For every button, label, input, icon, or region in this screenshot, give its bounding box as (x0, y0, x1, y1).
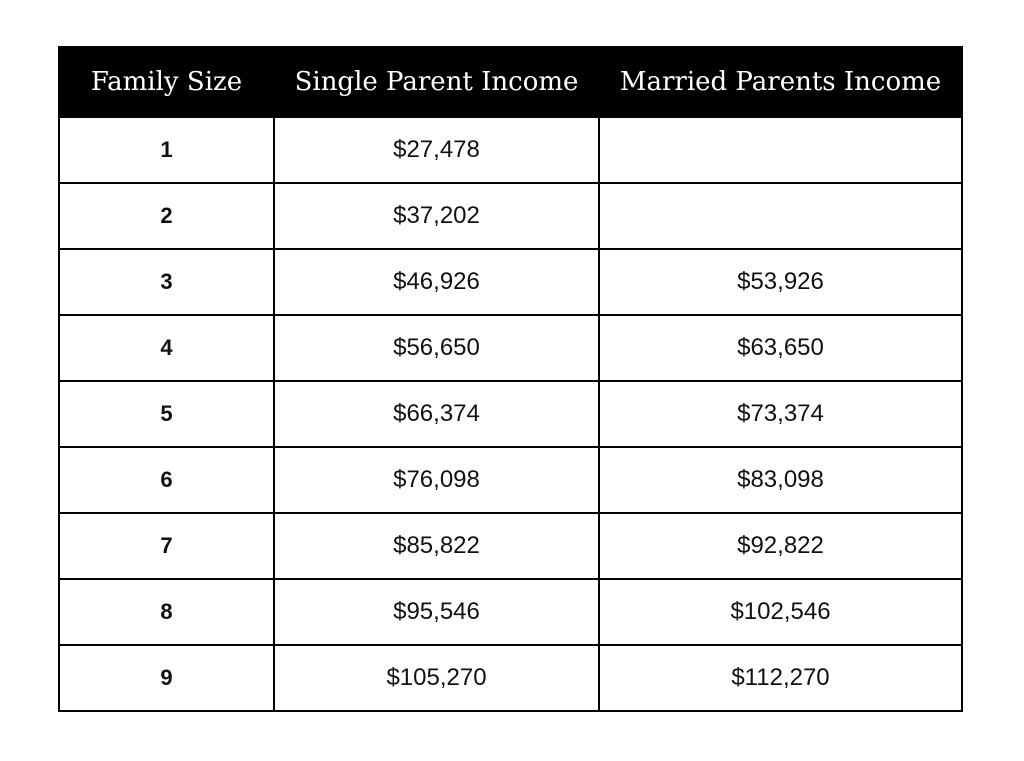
income-table (58, 46, 963, 712)
single-parent-income-cell: $27,478 (274, 117, 599, 183)
header-single-parent-income: Single Parent Income (274, 47, 599, 117)
family-size-cell: 1 (59, 117, 274, 183)
married-parents-income-cell: $112,270 (599, 645, 962, 711)
family-size-cell: 8 (59, 579, 274, 645)
single-parent-income-cell: $105,270 (274, 645, 599, 711)
single-parent-income-cell: $66,374 (274, 381, 599, 447)
table-row (59, 447, 962, 513)
married-parents-income-cell: $83,098 (599, 447, 962, 513)
married-parents-income-cell (599, 183, 962, 249)
married-parents-income-cell: $73,374 (599, 381, 962, 447)
single-parent-income-cell: $95,546 (274, 579, 599, 645)
family-size-cell: 6 (59, 447, 274, 513)
married-parents-income-cell: $53,926 (599, 249, 962, 315)
single-parent-income-cell: $46,926 (274, 249, 599, 315)
single-parent-income-cell: $56,650 (274, 315, 599, 381)
family-size-cell: 7 (59, 513, 274, 579)
table-row (59, 513, 962, 579)
table-row (59, 315, 962, 381)
table-row (59, 249, 962, 315)
table-row (59, 579, 962, 645)
header-family-size: Family Size (59, 47, 274, 117)
header-married-parents-income: Married Parents Income (599, 47, 962, 117)
married-parents-income-cell: $92,822 (599, 513, 962, 579)
table-row (59, 183, 962, 249)
family-size-cell: 5 (59, 381, 274, 447)
income-table-container (58, 46, 961, 711)
table-row (59, 381, 962, 447)
family-size-cell: 9 (59, 645, 274, 711)
married-parents-income-cell: $102,546 (599, 579, 962, 645)
single-parent-income-cell: $85,822 (274, 513, 599, 579)
table-row (59, 645, 962, 711)
married-parents-income-cell: $63,650 (599, 315, 962, 381)
header-row (59, 47, 962, 117)
table-header (59, 47, 962, 117)
table-body (59, 117, 962, 711)
table-row (59, 117, 962, 183)
family-size-cell: 3 (59, 249, 274, 315)
single-parent-income-cell: $37,202 (274, 183, 599, 249)
family-size-cell: 2 (59, 183, 274, 249)
single-parent-income-cell: $76,098 (274, 447, 599, 513)
married-parents-income-cell (599, 117, 962, 183)
family-size-cell: 4 (59, 315, 274, 381)
